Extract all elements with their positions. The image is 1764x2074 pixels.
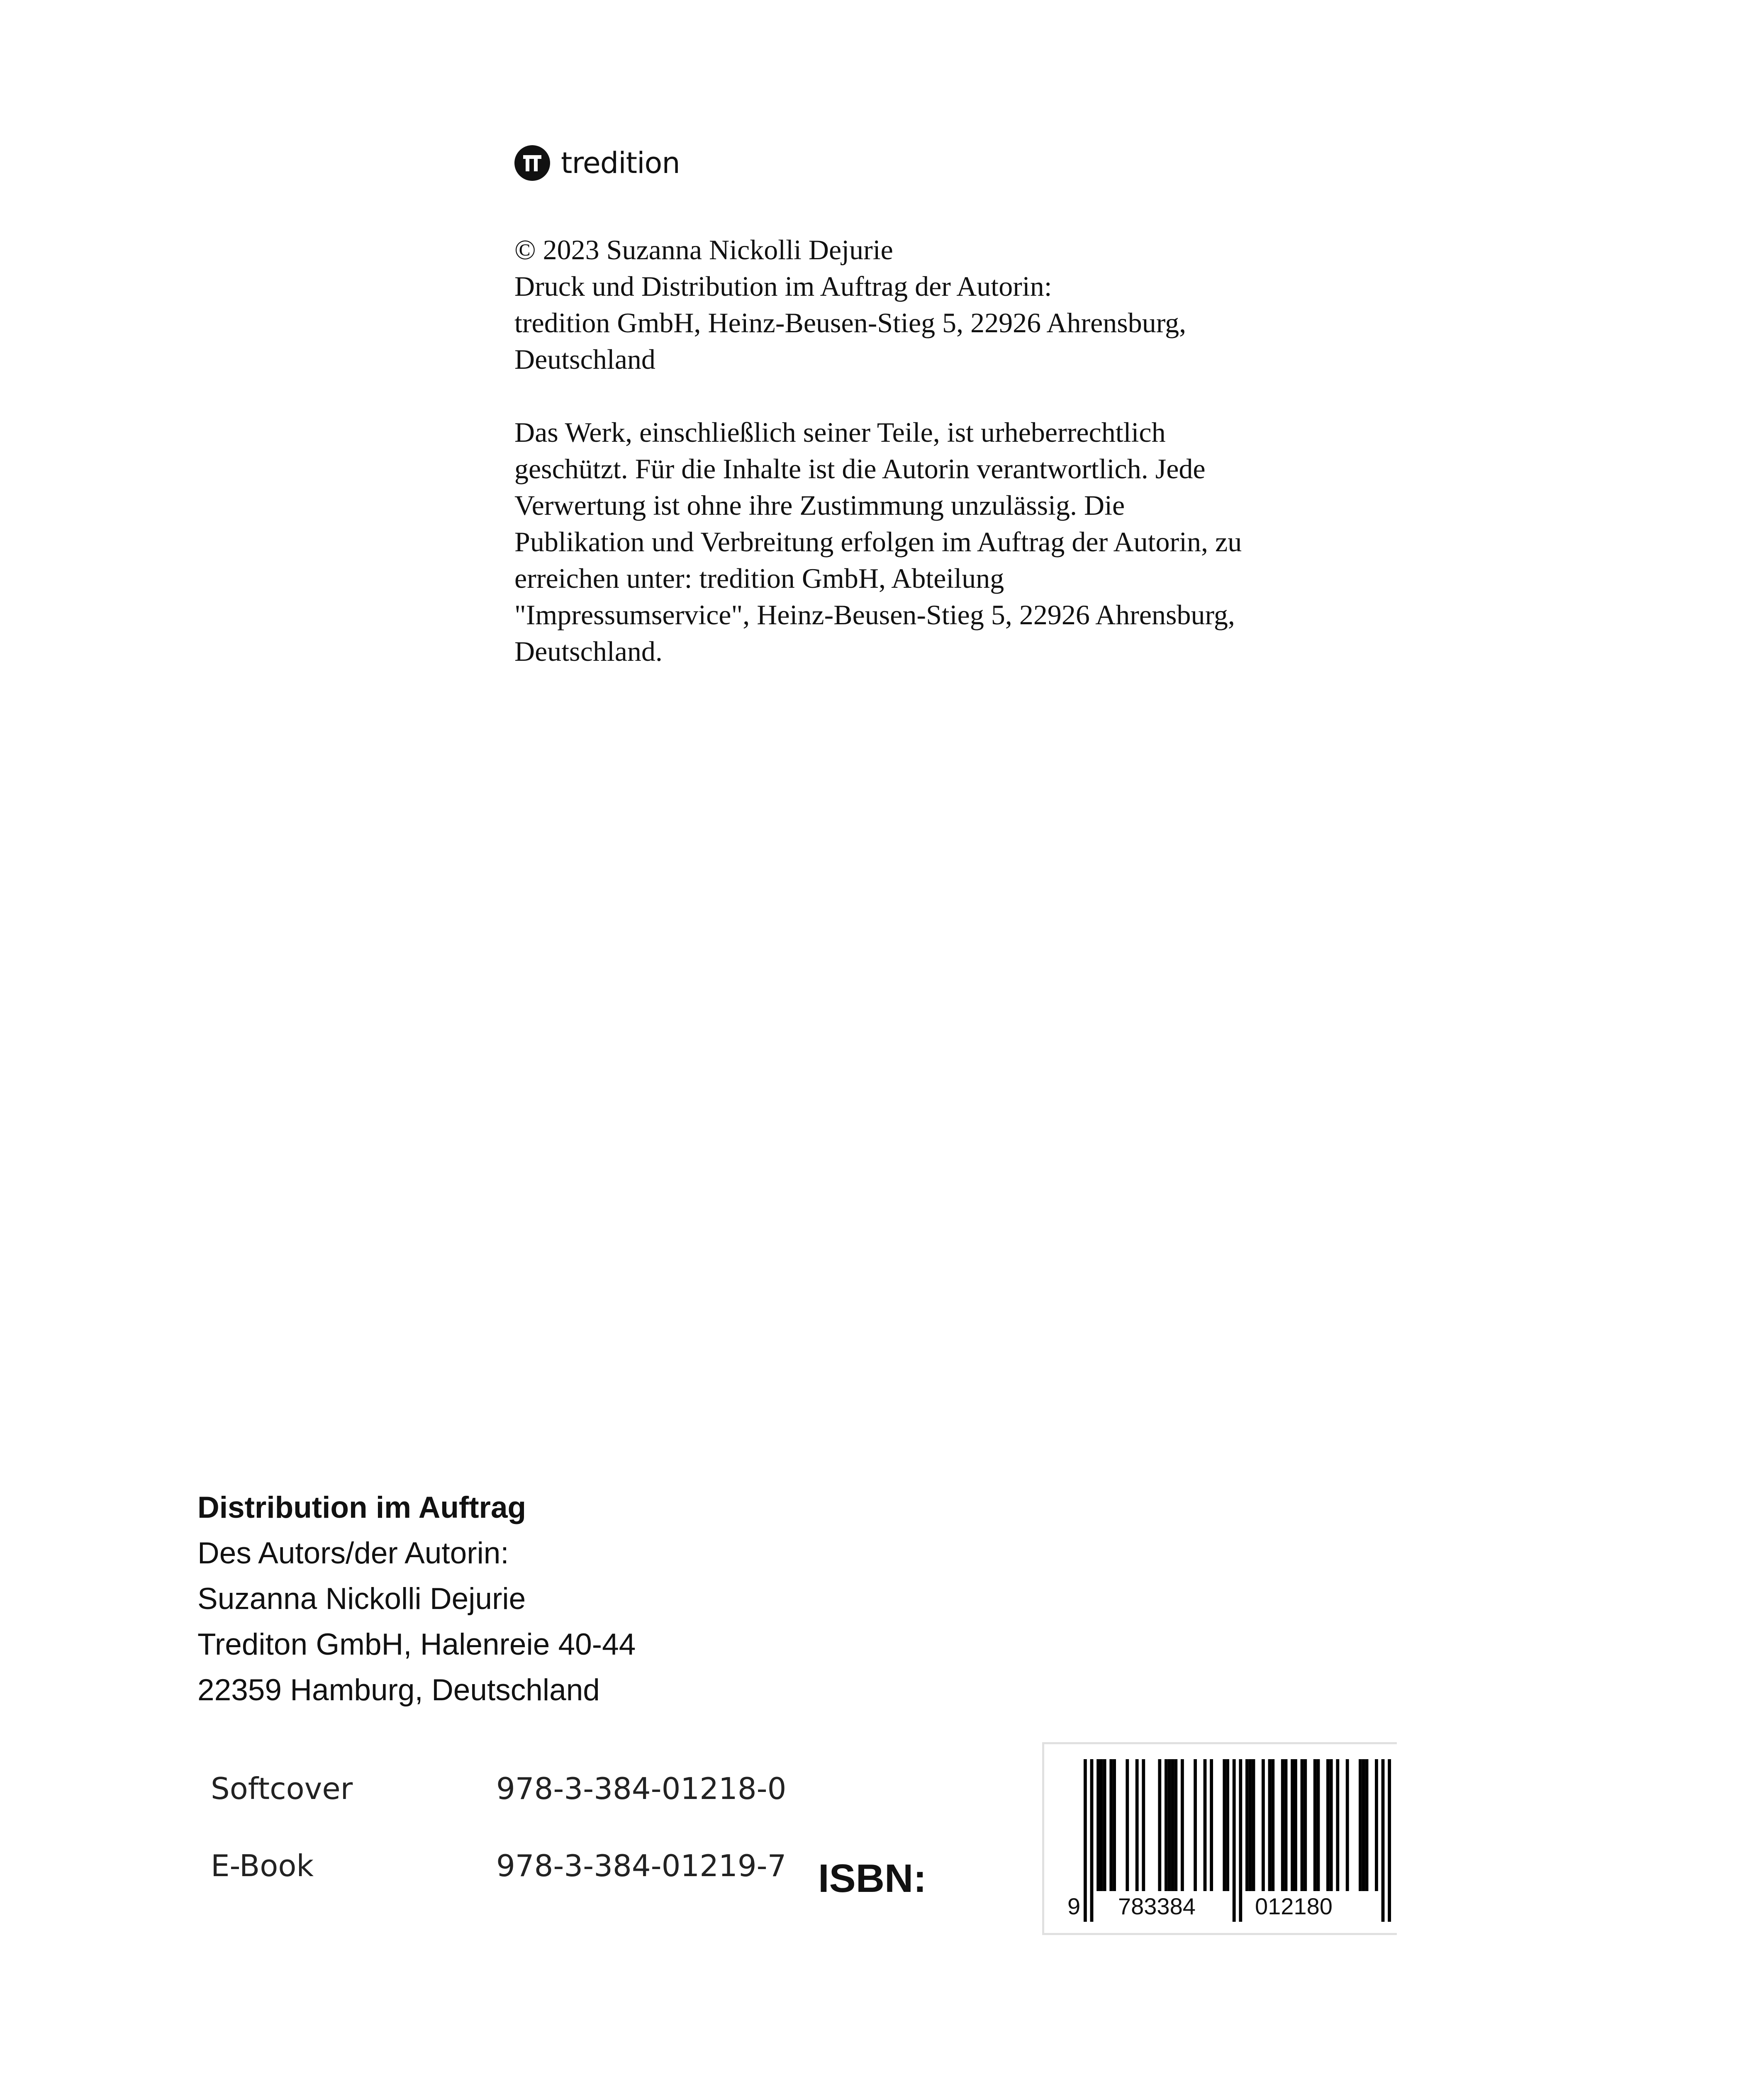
barcode-bar: [1336, 1759, 1339, 1891]
legal-line: "Impressumservice", Heinz-Beusen-Stieg 5, 22926 Ahrensburg,: [514, 599, 1235, 630]
barcode-guard-bar: [1084, 1759, 1087, 1922]
legal-line: Das Werk, einschließlich seiner Teile, ist urheberrechtlich: [514, 416, 1166, 448]
barcode-bar: [1249, 1759, 1252, 1891]
barcode-bar: [1194, 1759, 1197, 1891]
isbn-barcode: [1042, 1742, 1397, 1935]
legal-line: Publikation und Verbreitung erfolgen im Auftrag der Autorin, zu: [514, 526, 1242, 557]
publisher-logo: [514, 143, 680, 183]
barcode-bar: [1330, 1759, 1333, 1891]
copyright-block: [514, 231, 1386, 377]
barcode-bar: [1204, 1759, 1207, 1891]
barcode-guard-bar: [1090, 1759, 1094, 1922]
barcode-bar: [1284, 1759, 1288, 1891]
barcode-bar: [1113, 1759, 1116, 1891]
barcode-bar: [1365, 1759, 1369, 1891]
barcode-lead-digit: 9: [1067, 1893, 1081, 1919]
barcode-bar: [1271, 1759, 1274, 1891]
barcode-bar: [1226, 1759, 1229, 1891]
legal-notice: [514, 414, 1369, 669]
barcode-left-group: 783384: [1118, 1893, 1196, 1919]
distribution-line: Trediton GmbH, Halenreie 40-44: [197, 1628, 636, 1661]
isbn-label: ISBN:: [818, 1856, 927, 1901]
isbn-format: Softcover: [211, 1771, 353, 1806]
barcode-bar: [1103, 1759, 1106, 1891]
barcode-bar: [1291, 1759, 1294, 1891]
distribution-block: [197, 1485, 636, 1713]
barcode-guard-bar: [1239, 1759, 1242, 1922]
barcode-bar: [1313, 1759, 1317, 1891]
barcode-bar: [1375, 1759, 1378, 1891]
imprint-line: Druck und Distribution im Auftrag der Autorin:: [514, 270, 1052, 302]
barcode-bar: [1174, 1759, 1177, 1891]
barcode-bar: [1210, 1759, 1213, 1891]
legal-line: geschützt. Für die Inhalte ist die Autorin verantwortlich. Jede: [514, 453, 1206, 484]
distribution-line: Suzanna Nickolli Dejurie: [197, 1582, 526, 1616]
barcode-bar: [1142, 1759, 1145, 1891]
logo-text: tredition: [561, 146, 680, 180]
imprint-line: tredition GmbH, Heinz-Beusen-Stieg 5, 22926 Ahrensburg,: [514, 307, 1187, 338]
isbn-format: E-Book: [211, 1848, 314, 1883]
barcode-bar: [1168, 1759, 1171, 1891]
barcode-bar: [1281, 1759, 1284, 1891]
barcode-bar: [1252, 1759, 1255, 1891]
barcode-bar: [1096, 1759, 1100, 1891]
barcode-bar: [1165, 1759, 1168, 1891]
barcode-bar: [1245, 1759, 1249, 1891]
barcode-bar: [1126, 1759, 1129, 1891]
barcode-bar: [1317, 1759, 1320, 1891]
imprint-line: Deutschland: [514, 343, 655, 375]
legal-line: Deutschland.: [514, 635, 663, 667]
barcode-bar: [1100, 1759, 1103, 1891]
barcode-bar: [1109, 1759, 1113, 1891]
legal-line: erreichen unter: tredition GmbH, Abteilung: [514, 562, 1004, 594]
distribution-heading: Distribution im Auftrag: [197, 1491, 526, 1524]
barcode-bar: [1362, 1759, 1365, 1891]
barcode-bar: [1326, 1759, 1330, 1891]
barcode-bar: [1158, 1759, 1161, 1891]
barcode-right-group: 012180: [1255, 1893, 1333, 1919]
barcode-bar: [1359, 1759, 1362, 1891]
barcode-guard-bar: [1381, 1759, 1385, 1922]
barcode-bar: [1223, 1759, 1226, 1891]
barcode-guard-bar: [1233, 1759, 1236, 1922]
distribution-line: Des Autors/der Autorin:: [197, 1536, 509, 1570]
barcode-bar: [1262, 1759, 1265, 1891]
copyright-line: © 2023 Suzanna Nickolli Dejurie: [514, 234, 893, 265]
distribution-line: 22359 Hamburg, Deutschland: [197, 1673, 600, 1707]
barcode-bar: [1294, 1759, 1297, 1891]
barcode-guard-bar: [1388, 1759, 1391, 1922]
barcode-bar: [1346, 1759, 1349, 1891]
barcode-bar: [1181, 1759, 1184, 1891]
barcode-bar: [1304, 1759, 1307, 1891]
barcode-bars: [1044, 1744, 1397, 1933]
isbn-number: 978-3-384-01218-0: [496, 1771, 787, 1806]
tredition-logo-icon: [514, 145, 550, 181]
barcode-bar: [1268, 1759, 1272, 1891]
isbn-number: 978-3-384-01219-7: [496, 1848, 787, 1883]
barcode-bar: [1171, 1759, 1174, 1891]
barcode-bar: [1301, 1759, 1304, 1891]
barcode-bar: [1135, 1759, 1139, 1891]
legal-line: Verwertung ist ohne ihre Zustimmung unzulässig. Die: [514, 489, 1125, 521]
